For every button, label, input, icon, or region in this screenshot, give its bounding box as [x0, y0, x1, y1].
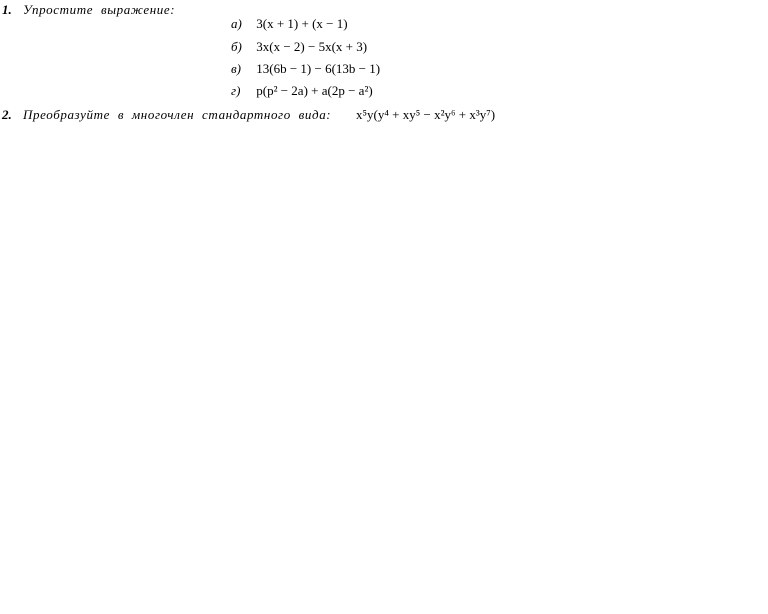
task-1-item-b: [231, 39, 367, 55]
polynomial-expression: x⁵y(y⁴ + xy⁵ − x²y⁶ + x³y⁷): [356, 107, 496, 122]
task-1-item-a: [231, 16, 348, 32]
task-2-text: Преобразуйте в многочлен стандартного вида:: [23, 107, 332, 122]
item-expression: 13(6b − 1) − 6(13b − 1): [256, 61, 381, 76]
task-1-text: Упростите выражение:: [23, 2, 176, 17]
item-expression: p(p² − 2a) + a(2p − a²): [256, 83, 373, 98]
task-2-expression: [356, 107, 495, 123]
task-1-item-v: [231, 61, 380, 77]
task-1-header: [2, 2, 175, 18]
item-label: б): [231, 39, 242, 54]
task-1-item-g: [231, 83, 373, 99]
task-2-header: [2, 107, 331, 123]
task-2-number: 2.: [2, 107, 12, 122]
item-expression: 3x(x − 2) − 5x(x + 3): [256, 39, 368, 54]
item-label: а): [231, 16, 242, 31]
item-label: в): [231, 61, 241, 76]
item-expression: 3(x + 1) + (x − 1): [256, 16, 348, 31]
item-label: г): [231, 83, 241, 98]
task-1-number: 1.: [2, 2, 12, 17]
